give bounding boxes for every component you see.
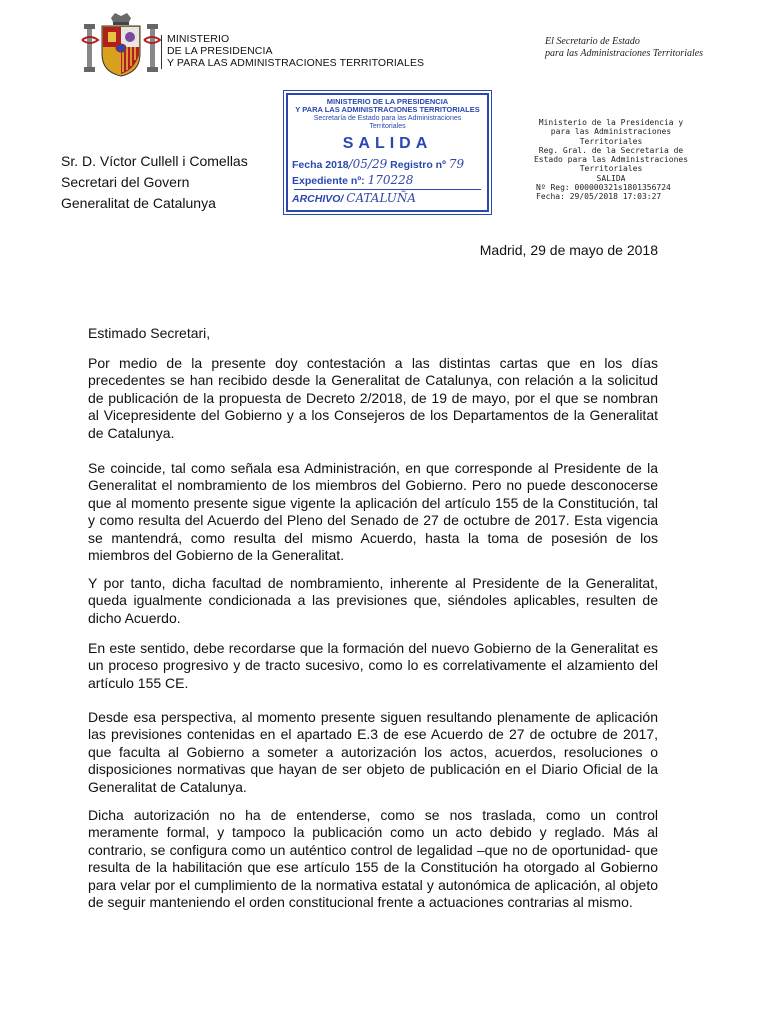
- stamp-expediente-label: Expediente nº:: [292, 175, 365, 187]
- paragraph-2: Se coincide, tal como señala esa Administración, en que corresponde al Presidente de la Generalitat el nombramiento de los miembros del Gobierno. Pero no puede desconocerse que al momento presente sigue vigente la aplicación del artículo 155 de la Constitución, tal y como resulta del Acuerdo del Pleno del Senado de 27 de octubre de 2017. Esta vigencia se mantendrá, como resulta del mismo Acuerdo, hasta la toma de posesión de los miembros del Gobierno de la Generalitat.: [88, 460, 658, 564]
- stamp-secretaria-line-1: Secretaría de Estado para las Administraciones: [313, 115, 462, 122]
- registry-print: [516, 118, 706, 202]
- paragraph-3: Y por tanto, dicha facultad de nombramiento, inherente al Presidente de la Generalitat, queda igualmente condicionada a las previsiones que, siéndoles aplicables, resulten de dicho Acuerdo.: [88, 575, 658, 626]
- stamp-fecha-row: [292, 157, 464, 171]
- registry-number: Nº Reg: 000000321s1801356724: [536, 183, 671, 193]
- stamp-archivo-label: ARCHIVO/: [292, 193, 344, 205]
- salida-stamp: [286, 93, 489, 212]
- ministry-line-2: DE LA PRESIDENCIA: [167, 45, 273, 57]
- paragraph-4: En este sentido, debe recordarse que la formación del nuevo Gobierno de la Generalitat es un proceso progresivo y de tracto sucesivo, como lo es correlativamente el alzamiento del artículo 155 CE.: [88, 640, 658, 691]
- stamp-expediente-value: 170228: [367, 173, 414, 187]
- salutation: Estimado Secretari,: [88, 325, 211, 341]
- addressee-institution: Generalitat de Catalunya: [61, 195, 216, 211]
- stamp-archivo-value: CATALUÑA: [346, 191, 417, 205]
- letter-date: Madrid, 29 de mayo de 2018: [479, 242, 658, 258]
- registry-date: Fecha: 29/05/2018 17:03:27: [536, 192, 662, 202]
- ministry-header: [167, 33, 424, 69]
- paragraph-1: Por medio de la presente doy contestación a las distintas cartas que en los días precedentes se han recibido desde la Generalitat de Catalunya, con relación a la solicitud de publicación de la propuesta de Decreto 2/2018, de 19 de mayo, por el que se nombran al Vicepresidente del Gobierno y a los Consejeros de los Departamentos de la Generalitat de Catalunya.: [88, 355, 658, 441]
- ministry-line-3: Y PARA LAS ADMINISTRACIONES TERRITORIALES: [167, 57, 425, 69]
- coat-of-arms-emblem: [78, 10, 164, 80]
- addressee-position: Secretari del Govern: [61, 174, 190, 190]
- stamp-ministry-line-1: MINISTERIO DE LA PRESIDENCIA: [326, 97, 449, 106]
- addressee-block: [61, 151, 248, 214]
- secretary-line-2: para las Administraciones Territoriales: [545, 48, 704, 59]
- stamp-fecha-label: Fecha 2018: [292, 159, 349, 171]
- stamp-ministry-line-2: Y PARA LAS ADMINISTRACIONES TERRITORIALES: [295, 105, 480, 114]
- registry-line-1: Ministerio de la Presidencia y: [538, 118, 684, 127]
- stamp-archivo-row: [292, 191, 416, 205]
- registry-line-2: para las Administraciones: [550, 127, 672, 137]
- paragraph-6: Dicha autorización no ha de entenderse, como se nos traslada, como un control meramente formal, y tampoco la publicación como un acto debido y reglado. Más al contrario, se configura como un auténtico control de legalidad –que no de oportunidad- que resulta de la habilitación que ese artículo 155 de la Constitución ha otorgado al Gobierno para velar por el cumplimiento de la normativa estatal y autonómica de aplicación, al objeto de seguir manteniendo el orden constitucional frente a actuaciones contrarias al mismo.: [88, 807, 658, 911]
- stamp-expediente-row: [292, 173, 413, 187]
- registry-line-3: Territoriales: [579, 136, 643, 146]
- stamp-secretaria-line-2: Territoriales: [369, 123, 406, 130]
- header-divider: [161, 35, 162, 69]
- paragraph-5: Desde esa perspectiva, al momento presente siguen resultando plenamente de aplicación las previsiones contenidas en el apartado E.3 de ese Acuerdo de 27 de octubre de 2017, que faculta al Gobierno a someter a autorización los actos, acuerdos, resoluciones o disposiciones normativas que hayan de ser objeto de publicación en el Diario Oficial de la Generalitat de Catalunya.: [88, 709, 658, 795]
- stamp-registro-value: 79: [448, 157, 465, 171]
- stamp-ministry: [292, 98, 483, 114]
- secretary-header: [545, 36, 703, 60]
- registry-line-7: SALIDA: [596, 173, 626, 183]
- secretary-line-1: El Secretario de Estado: [545, 36, 640, 47]
- ministry-line-1: MINISTERIO: [167, 33, 230, 45]
- addressee-name: Sr. D. Víctor Cullell i Comellas: [61, 153, 248, 169]
- stamp-title: SALIDA: [342, 135, 433, 152]
- stamp-registro-label: Registro nº: [390, 159, 446, 171]
- registry-line-4: Reg. Gral. de la Secretaria de: [538, 145, 684, 155]
- stamp-fecha-value: /05/29: [348, 157, 388, 171]
- stamp-secretaria: [292, 115, 483, 131]
- stamp-divider: [294, 189, 481, 190]
- registry-line-5: Estado para las Administraciones: [533, 155, 689, 165]
- registry-line-6: Territoriales: [579, 164, 643, 174]
